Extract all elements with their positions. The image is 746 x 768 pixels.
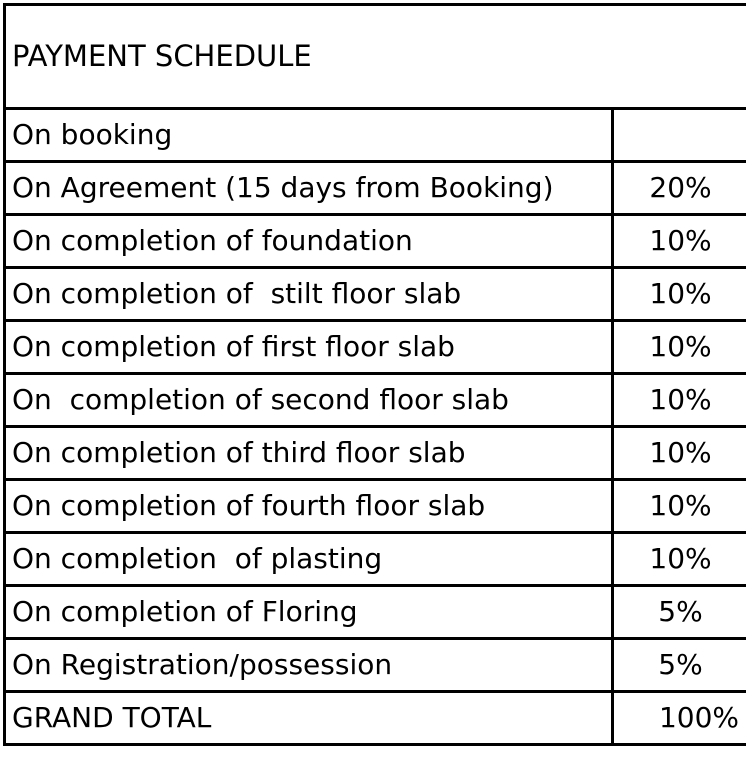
stage-cell: On booking [5,109,613,162]
table-row [5,639,746,692]
table-row [5,480,746,533]
stage-cell: On Registration/possession [5,639,613,692]
grand-total-percent: 100% [613,692,746,745]
table-row [5,374,746,427]
percent-cell: 10% [613,533,746,586]
table-row [5,268,746,321]
table-row [5,427,746,480]
stage-cell: On completion of stilt floor slab [5,268,613,321]
stage-cell: On completion of foundation [5,215,613,268]
percent-cell: 10% [613,268,746,321]
stage-cell: On completion of Floring [5,586,613,639]
table-row [5,215,746,268]
percent-cell: 10% [613,215,746,268]
table-row [5,162,746,215]
payment-schedule-table [3,3,746,746]
table-title: PAYMENT SCHEDULE [5,5,746,109]
title-row [5,5,746,109]
percent-cell: 20% [613,162,746,215]
stage-cell: On completion of plasting [5,533,613,586]
table-row [5,586,746,639]
percent-cell: 10% [613,374,746,427]
stage-cell: On completion of second floor slab [5,374,613,427]
table-row [5,533,746,586]
stage-cell: On completion of third floor slab [5,427,613,480]
percent-cell [613,109,746,162]
percent-cell: 5% [613,586,746,639]
grand-total-row [5,692,746,745]
percent-cell: 10% [613,480,746,533]
stage-cell: On Agreement (15 days from Booking) [5,162,613,215]
grand-total-label: GRAND TOTAL [5,692,613,745]
table-row [5,109,746,162]
percent-cell: 10% [613,427,746,480]
percent-cell: 5% [613,639,746,692]
stage-cell: On completion of first floor slab [5,321,613,374]
stage-cell: On completion of fourth floor slab [5,480,613,533]
percent-cell: 10% [613,321,746,374]
table-row [5,321,746,374]
